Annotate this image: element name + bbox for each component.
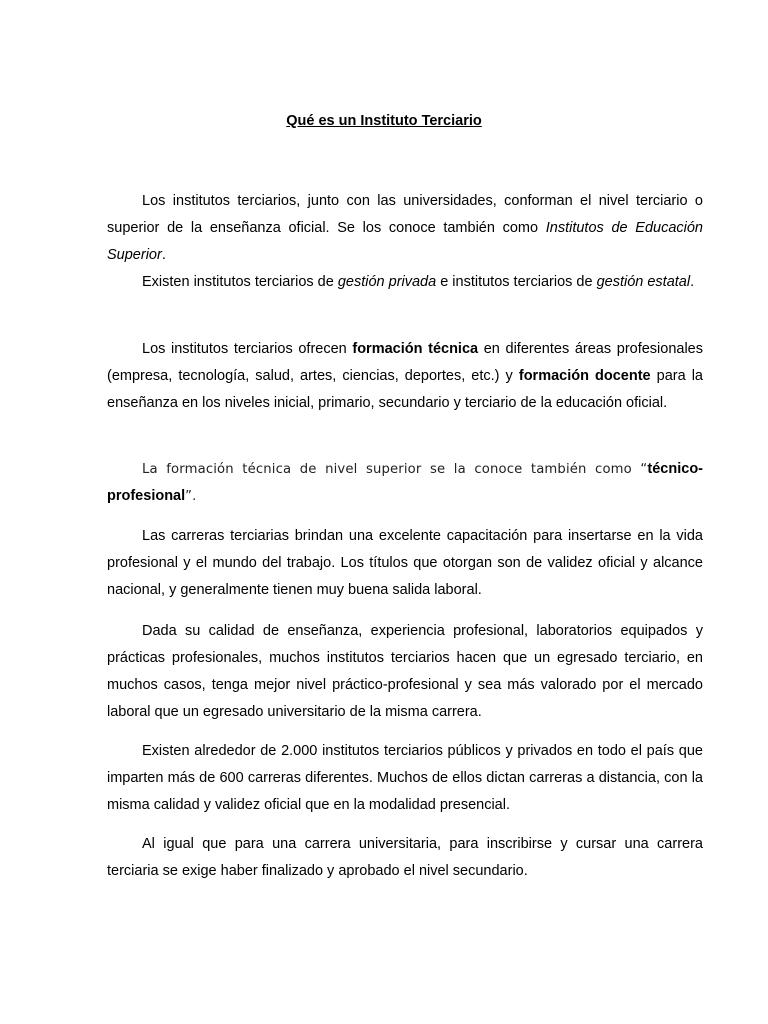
paragraph-2-text-3: . bbox=[690, 274, 695, 290]
paragraph-1 bbox=[107, 188, 703, 269]
paragraph-7: Existen alrededor de 2.000 institutos terciarios públicos y privados en todo el país que imparten más de 600 carreras diferentes. Muchos de ellos dictan carreras a distancia, con la misma calidad y validez oficial que en la modalidad presencial. bbox=[107, 743, 703, 813]
paragraph-4 bbox=[107, 456, 703, 510]
paragraph-2-emphasis-2: gestión estatal bbox=[596, 274, 691, 290]
paragraph-3-text-3: para la enseñanza en los niveles inicial, primario, secundario y terciario de la educación oficial. bbox=[107, 368, 703, 411]
paragraph-3-bold-2: formación docente bbox=[518, 368, 651, 384]
paragraph-2-emphasis-1: gestión privada bbox=[337, 274, 437, 290]
paragraph-6: Dada su calidad de enseñanza, experiencia profesional, laboratorios equipados y prácticas profesionales, muchos institutos terciarios hacen que un egresado terciario, en muchos casos, tenga mejor nivel práctico-profesional y sea más valorado por el mercado laboral que un egresado universitario de la misma carrera. bbox=[107, 623, 703, 720]
paragraph-1-text-2: . bbox=[161, 247, 166, 263]
paragraph-1-emphasis-1: Institutos de Educación Superior bbox=[107, 220, 703, 263]
paragraph-1-text-1: Los institutos terciarios, junto con las universidades, conforman el nivel terciario o superior de la enseñanza oficial. Se los conoce también como bbox=[107, 193, 703, 236]
paragraph-2 bbox=[107, 269, 703, 296]
paragraph-2-text-2: e institutos terciarios de bbox=[436, 274, 597, 290]
paragraph-8: Al igual que para una carrera universitaria, para inscribirse y cursar una carrera terciaria se exige haber finalizado y aprobado el nivel secundario. bbox=[107, 836, 703, 879]
paragraph-4-text-1: La formación técnica de nivel superior se la conoce también como “ bbox=[142, 462, 648, 477]
paragraph-2-text-1: Existen institutos terciarios de bbox=[142, 274, 338, 290]
document-title: Qué es un Instituto Terciario bbox=[286, 113, 482, 129]
paragraph-3-text-2: en diferentes áreas profesionales (empresa, tecnología, salud, artes, ciencias, deportes, etc.) y bbox=[107, 341, 704, 384]
paragraph-3-bold-1: formación técnica bbox=[352, 341, 479, 357]
paragraph-3-text-1: Los institutos terciarios ofrecen bbox=[142, 341, 353, 357]
paragraph-3 bbox=[107, 336, 703, 417]
paragraph-4-text-2: ”. bbox=[185, 489, 197, 504]
paragraph-4-bold-1: técnico-profesional bbox=[107, 461, 703, 504]
paragraph-5: Las carreras terciarias brindan una excelente capacitación para insertarse en la vida profesional y el mundo del trabajo. Los títulos que otorgan son de validez oficial y alcance nacional, y generalmente tienen muy buena salida laboral. bbox=[107, 528, 703, 598]
